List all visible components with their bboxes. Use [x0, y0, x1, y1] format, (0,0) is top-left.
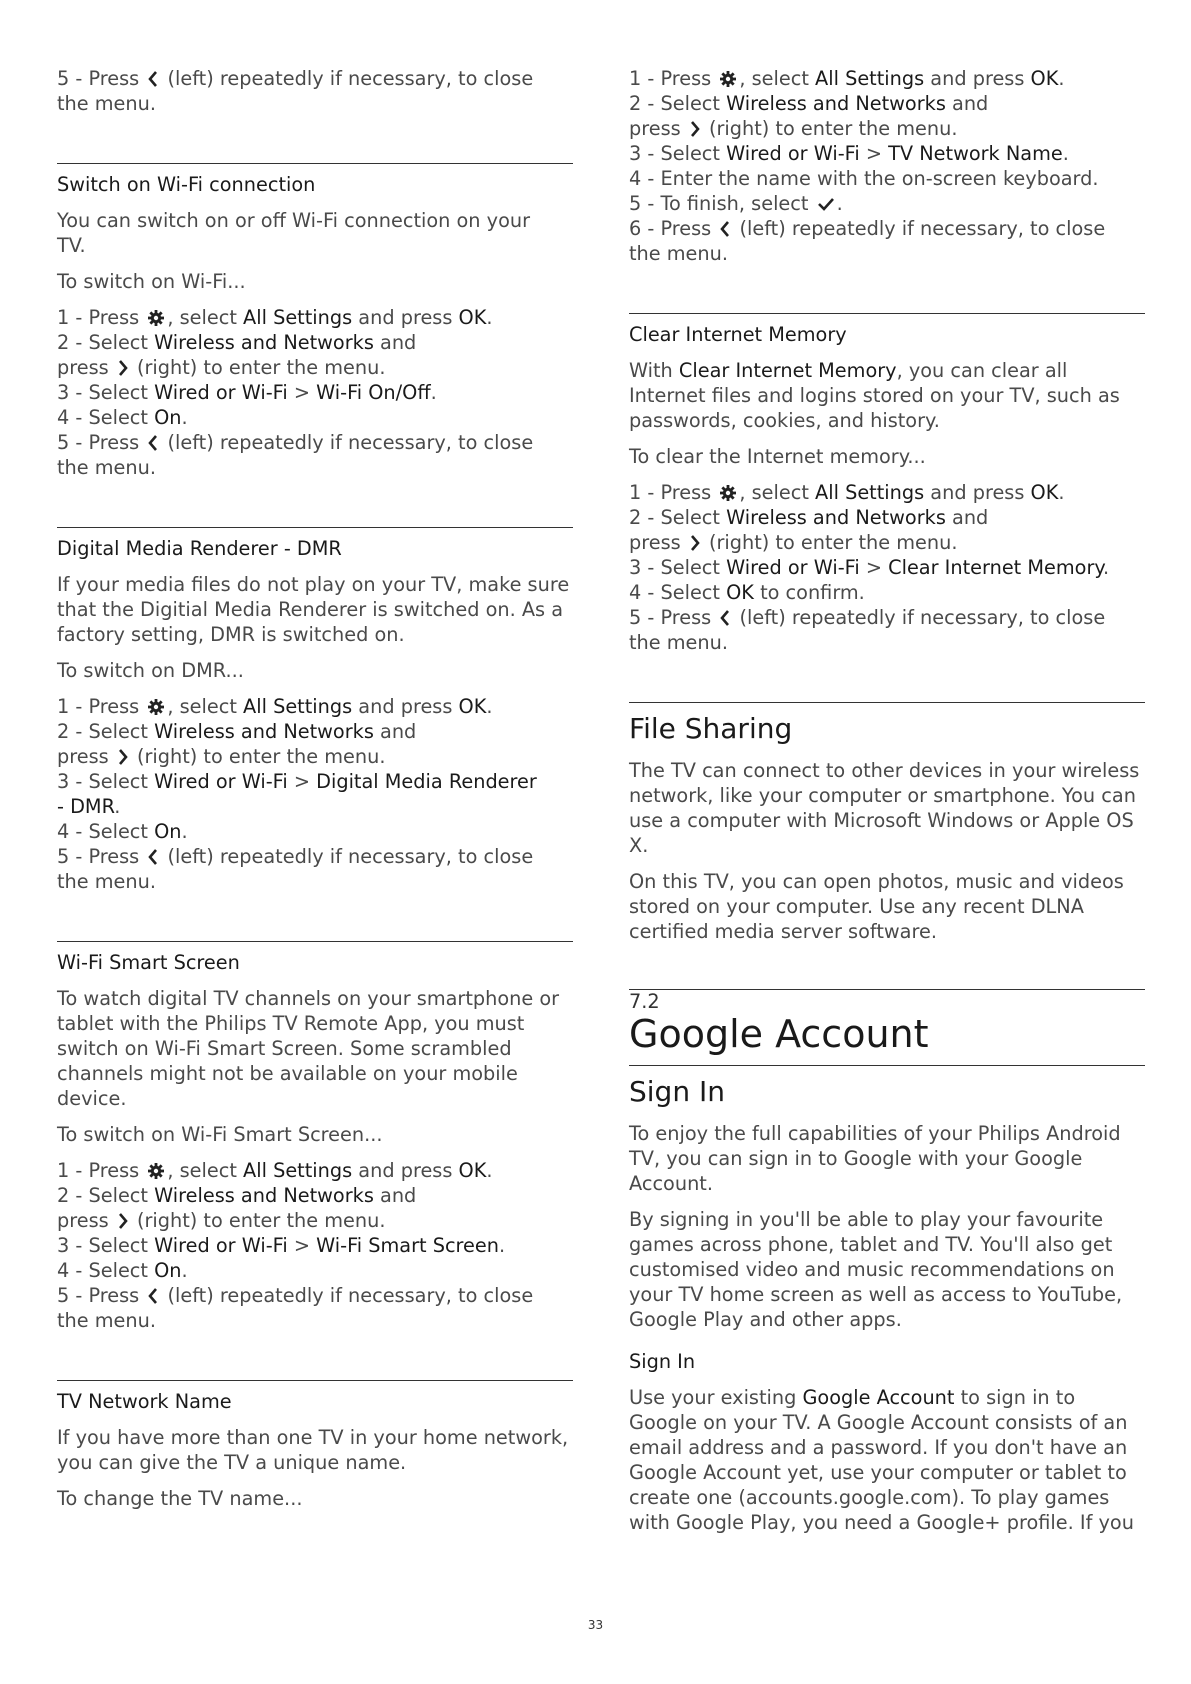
gear-icon — [147, 309, 165, 327]
paragraph: customised video and music recommendations on — [629, 1258, 1115, 1281]
step: 2 - Select Wireless and Networks and — [57, 331, 417, 354]
chevron-right-icon — [689, 120, 701, 138]
paragraph: If you have more than one TV in your home network, — [57, 1426, 569, 1449]
paragraph: that the Digitial Media Renderer is switched on. As a — [57, 598, 564, 621]
step: 5 - Press (left) repeatedly if necessary, to close — [57, 67, 534, 90]
lead-text: To switch on Wi-Fi Smart Screen... — [57, 1123, 383, 1146]
step: 5 - Press (left) repeatedly if necessary, to close — [57, 845, 534, 868]
paragraph: create one (accounts.google.com). To play games — [629, 1486, 1110, 1509]
chevron-left-icon — [719, 220, 731, 238]
chevron-left-icon — [147, 848, 159, 866]
paragraph: TV, you can sign in to Google with your Google — [629, 1147, 1083, 1170]
lead-text: To switch on Wi-Fi... — [57, 270, 246, 293]
subsection-heading-sign-in: Sign In — [629, 1350, 696, 1373]
chevron-left-icon — [147, 434, 159, 452]
chevron-right-icon — [117, 359, 129, 377]
step-cont: - DMR. — [57, 795, 121, 818]
section-heading-dmr: Digital Media Renderer - DMR — [57, 537, 342, 560]
paragraph: The TV can connect to other devices in your wireless — [629, 759, 1140, 782]
section-heading-clear-internet-memory: Clear Internet Memory — [629, 323, 847, 346]
paragraph: Use your existing Google Account to sign in to — [629, 1386, 1076, 1409]
section-heading-wifi: Switch on Wi-Fi connection — [57, 173, 316, 196]
paragraph: Google Account yet, use your computer or tablet to — [629, 1461, 1127, 1484]
gear-icon — [147, 1162, 165, 1180]
chevron-left-icon — [147, 70, 159, 88]
chevron-left-icon — [147, 1287, 159, 1305]
paragraph: To enjoy the full capabilities of your Philips Android — [629, 1122, 1121, 1145]
step: 1 - Press , select All Settings and press OK. — [57, 306, 493, 329]
paragraph: passwords, cookies, and history. — [629, 409, 940, 432]
step: 4 - Select On. — [57, 820, 188, 843]
paragraph: email address and a password. If you don't have an — [629, 1436, 1128, 1459]
step: 1 - Press , select All Settings and press OK. — [629, 481, 1065, 504]
step: 4 - Enter the name with the on-screen keyboard. — [629, 167, 1099, 190]
paragraph: tablet with the Philips TV Remote App, you must — [57, 1012, 525, 1035]
step: 1 - Press , select All Settings and press OK. — [57, 1159, 493, 1182]
paragraph: With Clear Internet Memory, you can clear all — [629, 359, 1068, 382]
step-cont: press (right) to enter the menu. — [629, 531, 958, 554]
step-cont: the menu. — [629, 631, 728, 654]
step: 3 - Select Wired or Wi-Fi > Clear Internet Memory. — [629, 556, 1110, 579]
step: 2 - Select Wireless and Networks and — [629, 92, 989, 115]
gear-icon — [147, 698, 165, 716]
step-cont: the menu. — [629, 242, 728, 265]
step: 1 - Press , select All Settings and press OK. — [57, 695, 493, 718]
page-number: 33 — [587, 1618, 604, 1632]
chevron-right-icon — [117, 748, 129, 766]
step: 2 - Select Wireless and Networks and — [57, 1184, 417, 1207]
step: 5 - Press (left) repeatedly if necessary, to close — [57, 431, 534, 454]
step: 5 - To finish, select . — [629, 192, 843, 215]
lead-text: To change the TV name... — [57, 1487, 303, 1510]
paragraph: Account. — [629, 1172, 713, 1195]
paragraph: use a computer with Microsoft Windows or Apple OS — [629, 809, 1134, 832]
paragraph: certified media server software. — [629, 920, 937, 943]
step-cont: the menu. — [57, 870, 156, 893]
paragraph: Google on your TV. A Google Account consists of an — [629, 1411, 1128, 1434]
paragraph: X. — [629, 834, 649, 857]
step: 5 - Press (left) repeatedly if necessary, to close — [57, 1284, 534, 1307]
step-cont: press (right) to enter the menu. — [57, 356, 386, 379]
lead-text: To clear the Internet memory... — [629, 445, 926, 468]
paragraph: You can switch on or off Wi-Fi connection on your — [57, 209, 531, 232]
gear-icon — [719, 484, 737, 502]
step: 3 - Select Wired or Wi-Fi > Wi-Fi Smart Screen. — [57, 1234, 506, 1257]
step: 6 - Press (left) repeatedly if necessary, to close — [629, 217, 1106, 240]
step: 5 - Press (left) repeatedly if necessary, to close — [629, 606, 1106, 629]
chevron-right-icon — [689, 534, 701, 552]
section-heading-tv-network-name: TV Network Name — [57, 1390, 232, 1413]
paragraph: channels might not be available on your mobile — [57, 1062, 518, 1085]
step: 2 - Select Wireless and Networks and — [629, 506, 989, 529]
paragraph: you can give the TV a unique name. — [57, 1451, 407, 1474]
chevron-right-icon — [117, 1212, 129, 1230]
paragraph: If your media files do not play on your TV, make sure — [57, 573, 570, 596]
paragraph: games across phone, tablet and TV. You'll also get — [629, 1233, 1113, 1256]
step: 3 - Select Wired or Wi-Fi > TV Network Name. — [629, 142, 1069, 165]
step: 3 - Select Wired or Wi-Fi > Wi-Fi On/Off. — [57, 381, 437, 404]
paragraph: with Google Play, you need a Google+ profile. If you — [629, 1511, 1134, 1534]
chapter-number: 7.2 — [629, 990, 660, 1013]
step-cont: press (right) to enter the menu. — [629, 117, 958, 140]
paragraph: factory setting, DMR is switched on. — [57, 623, 405, 646]
step: 3 - Select Wired or Wi-Fi > Digital Media Renderer — [57, 770, 537, 793]
step: 4 - Select On. — [57, 406, 188, 429]
paragraph: your TV home screen as well as access to YouTube, — [629, 1283, 1123, 1306]
step-cont: press (right) to enter the menu. — [57, 1209, 386, 1232]
paragraph: switch on Wi-Fi Smart Screen. Some scrambled — [57, 1037, 512, 1060]
chapter-title: Google Account — [629, 1012, 929, 1056]
step: 4 - Select On. — [57, 1259, 188, 1282]
lead-text: To switch on DMR... — [57, 659, 244, 682]
paragraph: Internet files and logins stored on your TV, such as — [629, 384, 1120, 407]
step-cont: press (right) to enter the menu. — [57, 745, 386, 768]
right-column — [629, 66, 1145, 1535]
step-cont: the menu. — [57, 92, 156, 115]
paragraph: stored on your computer. Use any recent DLNA — [629, 895, 1084, 918]
section-heading-file-sharing: File Sharing — [629, 712, 793, 745]
paragraph: On this TV, you can open photos, music and videos — [629, 870, 1124, 893]
paragraph: Google Play and other apps. — [629, 1308, 902, 1331]
paragraph: TV. — [57, 234, 86, 257]
paragraph: To watch digital TV channels on your smartphone or — [57, 987, 560, 1010]
step: 2 - Select Wireless and Networks and — [57, 720, 417, 743]
checkmark-icon — [817, 195, 835, 213]
paragraph: device. — [57, 1087, 127, 1110]
chevron-left-icon — [719, 609, 731, 627]
section-heading-sign-in: Sign In — [629, 1075, 725, 1108]
paragraph: By signing in you'll be able to play your favourite — [629, 1208, 1104, 1231]
paragraph: network, like your computer or smartphone. You can — [629, 784, 1136, 807]
step: 1 - Press , select All Settings and press OK. — [629, 67, 1065, 90]
left-column — [57, 66, 573, 1511]
step-cont: the menu. — [57, 1309, 156, 1332]
section-heading-smart-screen: Wi-Fi Smart Screen — [57, 951, 240, 974]
gear-icon — [719, 70, 737, 88]
step-cont: the menu. — [57, 456, 156, 479]
step: 4 - Select OK to confirm. — [629, 581, 865, 604]
